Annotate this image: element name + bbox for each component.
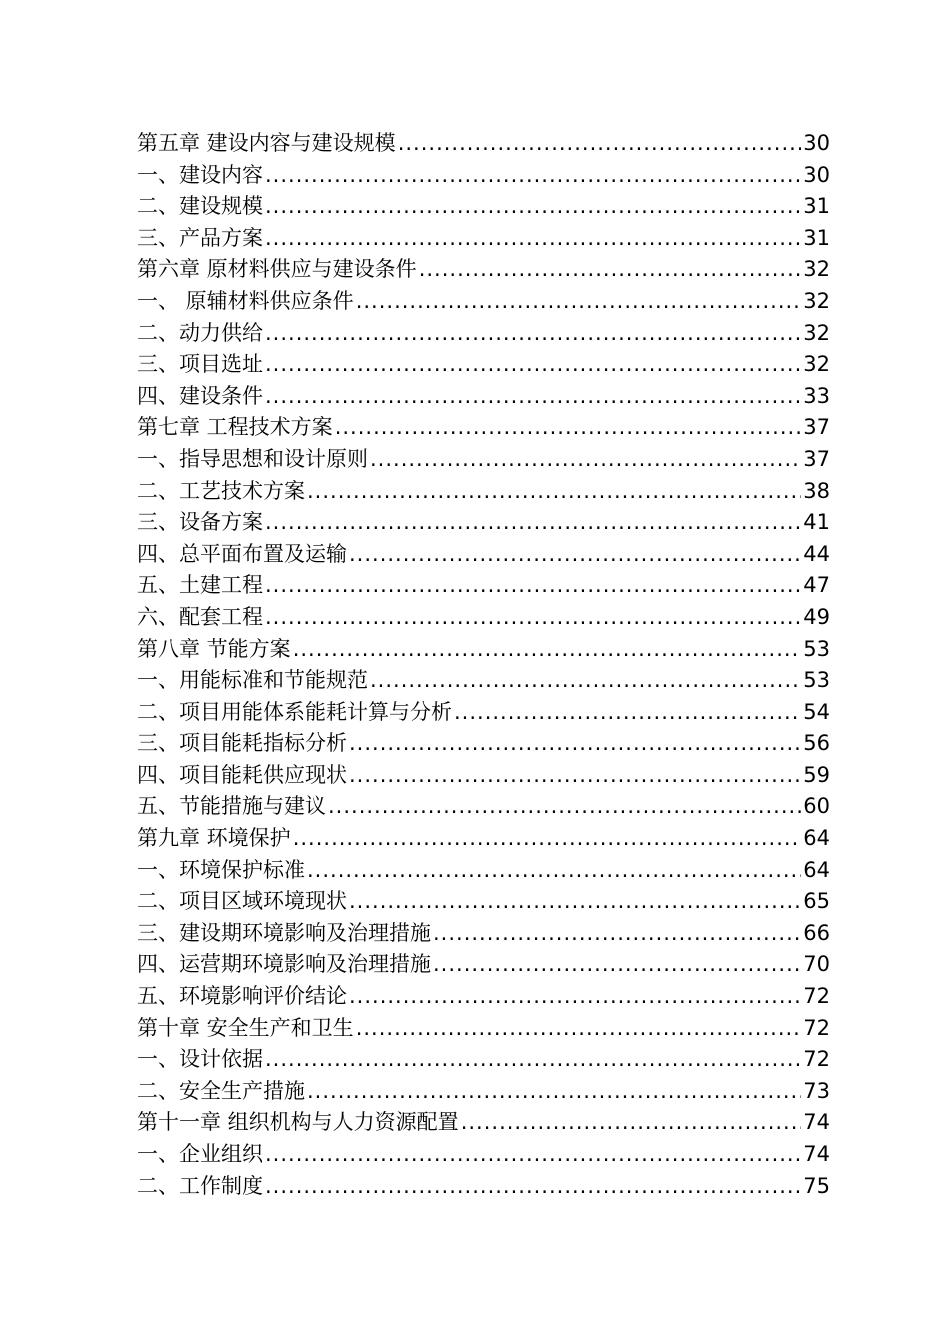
- toc-entry-title: 四、项目能耗供应现状: [137, 762, 347, 787]
- toc-dot-leader: [265, 602, 801, 634]
- toc-entry-page-number: 37: [803, 415, 830, 440]
- toc-entry[interactable]: [137, 318, 830, 350]
- toc-entry[interactable]: [137, 981, 830, 1013]
- toc-dot-leader: [265, 318, 801, 350]
- toc-dot-leader: [265, 349, 801, 381]
- toc-entry[interactable]: [137, 254, 830, 286]
- toc-dot-leader: [265, 223, 801, 255]
- toc-entry[interactable]: [137, 1044, 830, 1076]
- toc-dot-leader: [328, 791, 801, 823]
- toc-entry-title: 一、环境保护标准: [137, 857, 305, 882]
- toc-entry[interactable]: [137, 886, 830, 918]
- toc-entry-page-number: 37: [803, 446, 830, 471]
- toc-entry-page-number: 53: [803, 668, 830, 693]
- toc-entry-title: 二、建设规模: [137, 194, 263, 219]
- toc-entry-title: 第十一章 组织机构与人力资源配置: [137, 1110, 459, 1135]
- toc-entry-page-number: 72: [803, 984, 830, 1009]
- toc-dot-leader: [370, 665, 801, 697]
- toc-dot-leader: [265, 381, 801, 413]
- toc-entry-page-number: 32: [803, 288, 830, 313]
- toc-dot-leader: [307, 476, 801, 508]
- toc-entry-title: 二、工作制度: [137, 1173, 263, 1198]
- toc-entry-page-number: 65: [803, 889, 830, 914]
- toc-entry[interactable]: [137, 1139, 830, 1171]
- toc-entry[interactable]: [137, 1107, 830, 1139]
- toc-entry[interactable]: [137, 602, 830, 634]
- toc-entry[interactable]: [137, 634, 830, 666]
- toc-entry-title: 三、项目选址: [137, 352, 263, 377]
- toc-entry[interactable]: [137, 1171, 830, 1203]
- toc-entry-title: 一、建设内容: [137, 162, 263, 187]
- toc-entry[interactable]: [137, 476, 830, 508]
- toc-entry-page-number: 70: [803, 952, 830, 977]
- toc-entry[interactable]: [137, 539, 830, 571]
- toc-dot-leader: [293, 823, 802, 855]
- toc-entry-title: 三、建设期环境影响及治理措施: [137, 920, 431, 945]
- toc-dot-leader: [307, 855, 801, 887]
- toc-entry-page-number: 31: [803, 194, 830, 219]
- toc-dot-leader: [349, 886, 801, 918]
- toc-entry-title: 三、设备方案: [137, 510, 263, 535]
- toc-entry-page-number: 54: [803, 699, 830, 724]
- toc-entry-title: 第五章 建设内容与建设规模: [137, 131, 396, 155]
- toc-dot-leader: [454, 697, 801, 729]
- toc-entry-page-number: 31: [803, 225, 830, 250]
- toc-dot-leader: [433, 918, 801, 950]
- toc-dot-leader: [265, 1044, 801, 1076]
- toc-entry-page-number: 30: [803, 162, 830, 187]
- toc-dot-leader: [307, 1076, 801, 1108]
- toc-entry-page-number: 56: [803, 731, 830, 756]
- toc-entry-page-number: 66: [803, 920, 830, 945]
- toc-entry[interactable]: [137, 160, 830, 192]
- toc-entry-page-number: 72: [803, 1015, 830, 1040]
- toc-dot-leader: [265, 1139, 801, 1171]
- toc-entry-page-number: 75: [803, 1173, 830, 1198]
- toc-entry-title: 二、动力供给: [137, 320, 263, 345]
- toc-entry-page-number: 47: [803, 573, 830, 598]
- toc-entry[interactable]: [137, 697, 830, 729]
- toc-entry-page-number: 32: [803, 257, 830, 282]
- toc-entry[interactable]: [137, 381, 830, 413]
- toc-dot-leader: [265, 507, 801, 539]
- toc-entry-title: 四、总平面布置及运输: [137, 541, 347, 566]
- toc-entry[interactable]: [137, 349, 830, 381]
- toc-entry-title: 一、 原辅材料供应条件: [137, 288, 354, 313]
- toc-dot-leader: [419, 254, 802, 286]
- toc-dot-leader: [398, 128, 802, 160]
- toc-entry[interactable]: [137, 412, 830, 444]
- toc-dot-leader: [265, 570, 801, 602]
- toc-entry-title: 一、用能标准和节能规范: [137, 668, 368, 693]
- toc-entry-title: 第六章 原材料供应与建设条件: [137, 257, 417, 282]
- toc-entry-title: 六、配套工程: [137, 604, 263, 629]
- toc-entry-title: 第七章 工程技术方案: [137, 415, 333, 440]
- toc-entry-page-number: 38: [803, 478, 830, 503]
- toc-entry-page-number: 64: [803, 857, 830, 882]
- toc-entry[interactable]: [137, 1013, 830, 1045]
- toc-dot-leader: [433, 949, 801, 981]
- toc-dot-leader: [349, 760, 801, 792]
- toc-entry-page-number: 33: [803, 383, 830, 408]
- toc-entry[interactable]: [137, 791, 830, 823]
- toc-entry-title: 一、企业组织: [137, 1142, 263, 1166]
- toc-entry-page-number: 72: [803, 1047, 830, 1072]
- toc-entry-title: 一、设计依据: [137, 1047, 263, 1072]
- toc-entry-title: 第十章 安全生产和卫生: [137, 1015, 354, 1040]
- toc-entry-title: 二、工艺技术方案: [137, 478, 305, 503]
- toc-entry[interactable]: [137, 570, 830, 602]
- toc-entry[interactable]: [137, 665, 830, 697]
- toc-entry-page-number: 41: [803, 510, 830, 535]
- toc-entry-title: 五、环境影响评价结论: [137, 984, 347, 1009]
- toc-dot-leader: [349, 981, 801, 1013]
- toc-entry-page-number: 74: [803, 1142, 830, 1166]
- toc-entry-page-number: 73: [803, 1078, 830, 1103]
- toc-entry-title: 第九章 环境保护: [137, 826, 291, 851]
- toc-entry-page-number: 64: [803, 826, 830, 851]
- toc-entry-title: 四、运营期环境影响及治理措施: [137, 952, 431, 977]
- toc-entry-page-number: 44: [803, 541, 830, 566]
- toc-entry-title: 二、安全生产措施: [137, 1078, 305, 1103]
- toc-dot-leader: [293, 634, 802, 666]
- toc-entry-title: 三、产品方案: [137, 225, 263, 250]
- toc-dot-leader: [265, 1171, 801, 1203]
- toc-entry-title: 四、建设条件: [137, 383, 263, 408]
- toc-dot-leader: [335, 412, 802, 444]
- toc-entry[interactable]: [137, 823, 830, 855]
- toc-entry[interactable]: [137, 855, 830, 887]
- table-of-contents: [137, 128, 830, 1202]
- toc-entry-title: 五、节能措施与建议: [137, 794, 326, 819]
- toc-entry-title: 二、项目用能体系能耗计算与分析: [137, 699, 452, 724]
- toc-entry[interactable]: [137, 286, 830, 318]
- toc-dot-leader: [356, 286, 802, 318]
- toc-entry-page-number: 53: [803, 636, 830, 661]
- toc-entry[interactable]: [137, 949, 830, 981]
- toc-entry[interactable]: [137, 191, 830, 223]
- toc-entry-title: 一、指导思想和设计原则: [137, 446, 368, 471]
- toc-entry-title: 二、项目区域环境现状: [137, 889, 347, 914]
- toc-dot-leader: [461, 1107, 802, 1139]
- toc-entry-page-number: 59: [803, 762, 830, 787]
- toc-dot-leader: [265, 191, 801, 223]
- toc-entry[interactable]: [137, 760, 830, 792]
- toc-entry-page-number: 74: [803, 1110, 830, 1135]
- toc-entry-page-number: 32: [803, 320, 830, 345]
- toc-dot-leader: [349, 539, 801, 571]
- toc-entry-page-number: 60: [803, 794, 830, 819]
- toc-entry[interactable]: [137, 507, 830, 539]
- toc-entry-page-number: 30: [803, 131, 830, 155]
- toc-dot-leader: [265, 160, 801, 192]
- toc-dot-leader: [356, 1013, 802, 1045]
- toc-entry[interactable]: [137, 1076, 830, 1108]
- toc-entry[interactable]: [137, 444, 830, 476]
- toc-dot-leader: [349, 728, 801, 760]
- toc-entry[interactable]: [137, 223, 830, 255]
- toc-dot-leader: [370, 444, 801, 476]
- toc-entry[interactable]: [137, 728, 830, 760]
- toc-entry-page-number: 32: [803, 352, 830, 377]
- toc-entry[interactable]: [137, 128, 830, 160]
- toc-entry[interactable]: [137, 918, 830, 950]
- toc-entry-title: 三、项目能耗指标分析: [137, 731, 347, 756]
- toc-entry-title: 第八章 节能方案: [137, 636, 291, 661]
- toc-entry-page-number: 49: [803, 604, 830, 629]
- toc-entry-title: 五、土建工程: [137, 573, 263, 598]
